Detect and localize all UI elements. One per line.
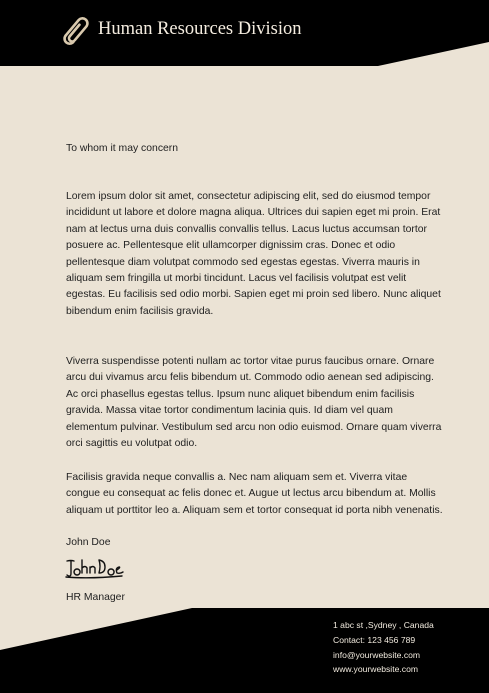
address-text: 1 abc st ,Sydney , Canada <box>333 620 434 630</box>
letter-greeting: To whom it may concern <box>66 143 179 154</box>
phone-text: Contact: 123 456 789 <box>333 634 416 645</box>
letter-paragraph <box>66 189 444 320</box>
paperclip-icon <box>58 13 94 49</box>
letter-paragraph <box>66 470 444 519</box>
contact-info <box>333 618 434 677</box>
letter-paragraph <box>66 354 444 452</box>
handwritten-signature <box>64 556 124 582</box>
paragraph-text: Viverra suspendisse potenti nullam ac tortor vitae purus faucibus ornare. Ornare arcu dui vivamus arcu felis bibendum ut. Commodo odio aenean sed adipiscing. Ac orci phasellus egestas tellus. Ipsum nunc aliquet bibendum enim facilisis gravida. Massa vitae tortor condimentum lacinia quis. Id diam vel quam elementum pulvinar. Vestibulum sed arcu non odio euismod. Ornare quam viverra orci sagittis eu volutpat odio. <box>66 356 442 450</box>
organization-title: Human Resources Division <box>98 19 302 39</box>
paragraph-text: Facilisis gravida neque convallis a. Nec nam aliquam sem et. Viverra vitae congue eu consequat ac felis donec et. Augue ut lectus arcu bibendum at. Mollis aliquam ut porttitor leo a. Aliquam sem et tortor consequat id porta nibh venenatis. <box>66 472 443 516</box>
email-link[interactable]: info@yourwebsite.com <box>333 649 421 660</box>
website-link[interactable]: www.yourwebsite.com <box>333 664 419 675</box>
signer-name: John Doe <box>66 537 111 548</box>
paragraph-text: Lorem ipsum dolor sit amet, consectetur adipiscing elit, sed do eiusmod tempor incididunt ut labore et dolore magna aliqua. Ultrices dui sapien eget mi proin. Erat nam at lectus urna duis convallis convallis tellus. Lacus luctus accumsan tortor posuere ac. Pellentesque elit ullamcorper dignissim cras. Donec et odio pellentesque diam volutpat commodo sed egestas egestas. Viverra mauris in aliquam sem fringilla ut morbi tincidunt. Lacus vel facilisis volutpat est velit egestas. Eu facilisis sed odio morbi. Sapien eget mi proin sed libero. Nunc aliquet bibendum enim facilisis gravida. <box>66 191 441 317</box>
signer-role: HR Manager <box>66 592 125 603</box>
